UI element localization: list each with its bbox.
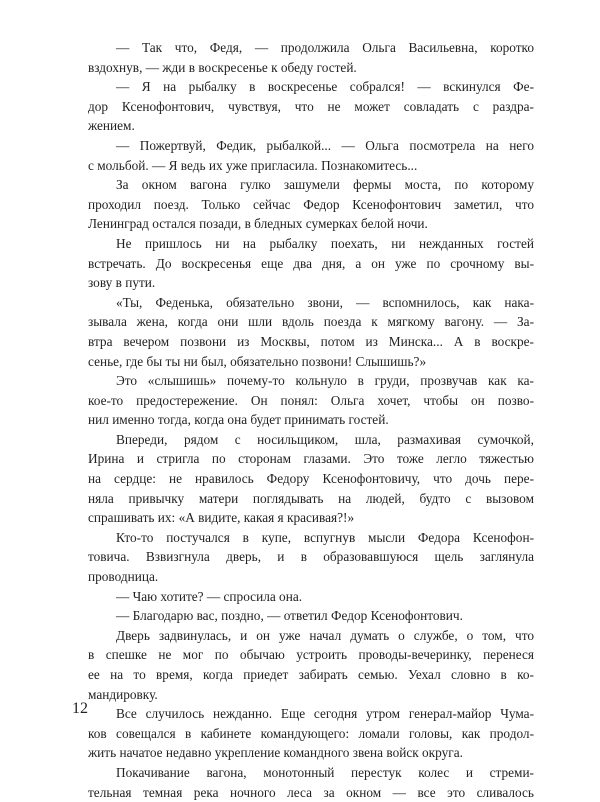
paragraph bbox=[88, 763, 534, 802]
text-line: мандировку. bbox=[88, 686, 158, 702]
text-line: Впереди, рядом с носильщиком, шла, размахивая сумочкой, bbox=[116, 431, 534, 447]
text-line: проходил поезд. Только сейчас Федор Ксенофонтович заметил, что bbox=[88, 196, 534, 212]
paragraph bbox=[88, 38, 534, 77]
paragraph bbox=[88, 293, 534, 371]
text-line: зову в пути. bbox=[88, 275, 156, 291]
text-line: спрашивать их: «А видите, какая я красивая?!» bbox=[88, 510, 355, 526]
text-line: Кто-то постучался в купе, вспугнув мысли Федора Ксенофон- bbox=[116, 529, 534, 545]
page-number: 12 bbox=[72, 700, 88, 717]
text-line: Дверь задвинулась, и он уже начал думать о службе, о том, что bbox=[116, 627, 534, 643]
text-line: За окном вагона гулко зашумели фермы моста, по которому bbox=[116, 177, 534, 193]
paragraph bbox=[88, 587, 534, 607]
text-line: — Так что, Федя, — продолжила Ольга Васильевна, коротко bbox=[116, 40, 534, 55]
paragraph bbox=[88, 77, 534, 136]
paragraph bbox=[88, 136, 534, 175]
text-line: проводница. bbox=[88, 569, 159, 585]
paragraph bbox=[88, 606, 534, 626]
text-line: жением. bbox=[88, 118, 135, 134]
text-line: сенье, где бы ты ни был, обязательно позвони! Слышишь?» bbox=[88, 353, 427, 369]
text-line: Все случилось нежданно. Еще сегодня утром генерал-майор Чума- bbox=[116, 706, 534, 722]
text-line: няла привычку матери поглядывать на людей, будто с вызовом bbox=[88, 490, 534, 506]
paragraph bbox=[88, 234, 534, 293]
text-line: втра вечером позвони из Москвы, потом из Минска... А в воскре- bbox=[88, 333, 534, 349]
text-line: в спешке не мог по обычаю устроить проводы-вечеринку, перенеся bbox=[88, 647, 534, 663]
text-line: тельная темная река ночного леса за окном — все это сливалось bbox=[88, 784, 534, 800]
text-line: зывала жена, когда они шли вдоль поезда к мягкому вагону. — За- bbox=[88, 314, 534, 330]
text-line: нил именно тогда, когда она будет принимать гостей. bbox=[88, 412, 389, 428]
text-line: жить начатое недавно укрепление командного звена войск округа. bbox=[88, 745, 463, 761]
paragraph bbox=[88, 528, 534, 587]
text-line: Покачивание вагона, монотонный перестук колес и стреми- bbox=[116, 764, 534, 780]
text-line: ков совещался в кабинете командующего: ломали головы, как продол- bbox=[88, 725, 534, 741]
paragraph bbox=[88, 371, 534, 430]
text-line: Ленинград остался позади, в бледных сумерках белой ночи. bbox=[88, 216, 428, 232]
text-line: — Благодарю вас, поздно, — ответил Федор Ксенофонтович. bbox=[116, 608, 463, 624]
paragraph bbox=[88, 430, 534, 528]
paragraph bbox=[88, 626, 534, 704]
text-line: Это «слышишь» почему-то кольнуло в груди, прозвучав как ка- bbox=[116, 373, 534, 389]
text-line: Ирина и стригла по сторонам глазами. Это тоже легло тяжестью bbox=[88, 451, 534, 467]
text-line: — Чаю хотите? — спросила она. bbox=[116, 588, 303, 604]
page-text bbox=[88, 38, 534, 802]
text-line: — Я на рыбалку в воскресенье собрался! — вскинулся Фе- bbox=[116, 79, 534, 95]
text-line: кое-то предостережение. Он понял: Ольга хочет, чтобы он позво- bbox=[88, 392, 534, 408]
text-line: с мольбой. — Я ведь их уже пригласила. Познакомитесь... bbox=[88, 157, 418, 173]
text-line: «Ты, Феденька, обязательно звони, — вспомнилось, как нака- bbox=[116, 294, 534, 310]
text-line: Не пришлось ни на рыбалку поехать, ни нежданных гостей bbox=[116, 235, 534, 251]
text-line: дор Ксенофонтович, чувствуя, что не может совладать с раздра- bbox=[88, 98, 534, 114]
text-line: — Пожертвуй, Федик, рыбалкой... — Ольга посмотрела на него bbox=[116, 137, 534, 153]
text-line: вздохнув, — жди в воскресенье к обеду гостей. bbox=[88, 59, 357, 75]
text-line: ее на то время, когда приедет забирать семью. Уехал словно в ко- bbox=[88, 667, 534, 682]
text-line: встречать. До воскресенья еще два дня, а он уже по срочному вы- bbox=[88, 255, 534, 271]
paragraph bbox=[88, 704, 534, 763]
text-line: на сердце: не нравилось Федору Ксенофонтовичу, что дочь пере- bbox=[88, 471, 534, 487]
paragraph bbox=[88, 175, 534, 234]
text-line: товича. Взвизгнула дверь, и в образовавшуюся щель заглянула bbox=[88, 549, 534, 565]
